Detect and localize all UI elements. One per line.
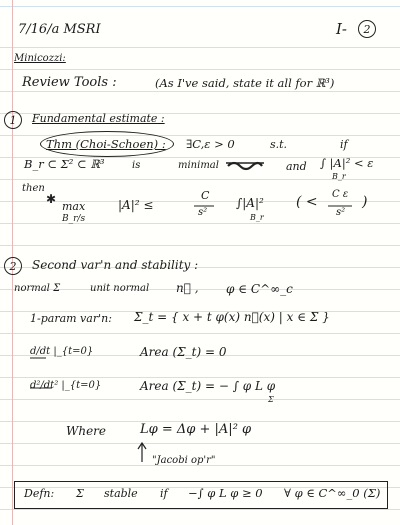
jacobi-operator-def: Lφ = Δφ + |A|² φ <box>140 422 252 437</box>
thm-integral-domain: B_r <box>332 172 346 181</box>
second-variation: Area (Σ_t) = − ∫ φ L φ <box>140 379 276 393</box>
definition-label: Defn: <box>24 487 55 500</box>
thm-max-domain: B_r/s <box>62 214 86 224</box>
page-label: I- <box>336 20 347 38</box>
one-param-label: 1-param var'n: <box>30 312 112 325</box>
header-date: 7/16/a MSRI <box>18 22 101 37</box>
thm-frac1-num: C <box>201 189 210 202</box>
thm-exists: ∃C,ε > 0 <box>186 137 235 151</box>
where-label: Where <box>66 424 107 438</box>
definition-stable: stable <box>104 487 138 500</box>
section-2-number: 2 <box>9 259 17 273</box>
thm-curvature-integral: ∫ |A|² < ε <box>320 156 374 170</box>
theorem-title-oval <box>40 131 174 157</box>
definition-if: if <box>160 487 168 500</box>
second-derivative: d²/dt² |_{t=0} <box>30 380 102 391</box>
thm-frac1-den: s² <box>198 207 208 218</box>
thm-max: max <box>62 200 86 213</box>
review-note: (As I've said, state it all for ℝ³) <box>155 76 335 90</box>
unit-normal-text: unit normal <box>90 283 150 294</box>
thm-integral-domain-2: B_r <box>250 213 264 222</box>
thm-such-that: s.t. <box>270 138 288 151</box>
thm-if: if <box>340 138 348 151</box>
thm-is: is <box>132 160 141 171</box>
thm-paren-close: ) <box>362 194 368 210</box>
section-2-circle <box>4 257 22 275</box>
section-1-number: 1 <box>9 113 17 127</box>
test-function: φ ∈ C^∞_c <box>226 282 293 296</box>
definition-quantifier: ∀ φ ∈ C^∞_0 (Σ) <box>284 486 381 500</box>
thm-integral: ∫|A|² <box>236 196 264 210</box>
thm-ball-in-surface: B_r ⊂ Σ² ⊂ ℝ³ <box>24 157 105 171</box>
theorem-title: Thm (Choi-Schoen) : <box>46 137 166 151</box>
definition-inequality: −∫ φ L φ ≥ 0 <box>188 486 263 500</box>
page-number: 2 <box>363 22 371 36</box>
normal-vector: n⃗ , <box>176 281 199 295</box>
first-variation: Area (Σ_t) = 0 <box>140 345 227 359</box>
crossed-out-scribble <box>228 163 262 169</box>
second-variation-domain: Σ <box>268 395 274 404</box>
jacobi-label: "Jacobi op'r" <box>152 455 216 466</box>
definition-surface: Σ <box>76 487 84 500</box>
normal-surface: normal Σ <box>14 283 61 294</box>
review-title: Review Tools : <box>22 75 117 90</box>
star-mark-icon: ✱ <box>46 192 57 206</box>
thm-minimal: minimal <box>178 160 219 171</box>
first-derivative: d/dt |_{t=0} <box>30 346 94 357</box>
variation-definition: Σ_t = { x + t φ(x) n⃗(x) | x ∈ Σ } <box>134 310 330 324</box>
thm-paren-open: ( < <box>296 194 318 210</box>
thm-and: and <box>286 160 307 173</box>
thm-frac2-num: C ε <box>332 189 349 200</box>
thm-then: then <box>22 183 45 194</box>
section-1-title: Fundamental estimate : <box>32 112 165 125</box>
thm-frac2-den: s² <box>336 207 346 218</box>
author-name: Minicozzi: <box>14 53 66 64</box>
thm-bound: |A|² ≤ <box>118 198 154 212</box>
section-2-title: Second var'n and stability : <box>32 258 199 272</box>
